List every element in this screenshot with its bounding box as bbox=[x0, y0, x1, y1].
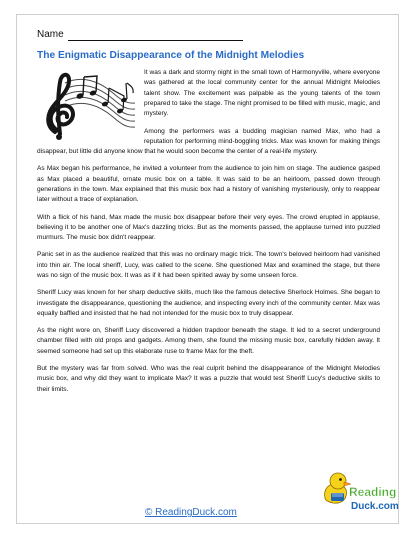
readingduck-link[interactable]: © ReadingDuck.com bbox=[145, 507, 237, 518]
story-paragraph: Sheriff Lucy was known for her sharp deductive skills, much like the famous detective Sherlock Holmes. She began to investigate the disappearance, questioning the audience, and inspecting every inch of the community center. Max was equally baffled and insisted that he had not intended for the music box to truly disappear. bbox=[37, 289, 380, 317]
story-paragraph: Panic set in as the audience realized that this was no ordinary magic trick. The town's beloved heirloom had vanished into thin air. The local sheriff, Lucy, was called to the scene. She questioned Max and examined the stage, but there was no sign of the music box. It was as if it had been spirited away by some unseen force. bbox=[37, 251, 380, 280]
story-body bbox=[37, 68, 380, 402]
reading-duck-logo bbox=[314, 467, 399, 515]
name-label: Name bbox=[37, 29, 64, 40]
story-paragraph: With a flick of his hand, Max made the music box disappear before their very eyes. The crowd erupted in applause, believing it to be another one of Max's dazzling tricks. But as the moments passed, the applause turned into puzzled murmurs. The music box didn't reappear. bbox=[37, 213, 380, 242]
story-paragraph: It was a dark and stormy night in the small town of Harmonyville, where everyone was gathered at the local community center for the annual Midnight Melodies talent show. The excitement was palpable as the young talents of the town prepared to take the stage. The night promised to be filled with music, magic, and mystery. bbox=[144, 69, 380, 118]
treble-clef-music-notes-icon bbox=[37, 69, 138, 142]
story-paragraph: But the mystery was far from solved. Who was the real culprit behind the disappearance of the Midnight Melodies music box, and why did they want to implicate Max? It was a puzzle that would test Sheriff Lucy's deductive skills to their limits. bbox=[37, 364, 380, 393]
name-blank-line bbox=[68, 30, 243, 41]
story-paragraph: Among the performers was a budding magician named Max, who had a reputation for performing mind-boggling tricks. Max was known for making things disappear, but little did anyone know that he would soon become the center of a real-life mystery. bbox=[37, 127, 380, 156]
name-field bbox=[37, 29, 243, 41]
story-title: The Enigmatic Disappearance of the Midnight Melodies bbox=[37, 50, 305, 61]
logo-text-duck: Duck.com bbox=[351, 501, 399, 512]
logo-text-reading: Reading bbox=[349, 485, 397, 499]
worksheet-page bbox=[16, 14, 399, 524]
story-paragraph: As Max began his performance, he invited a volunteer from the audience to join him on stage. The audience gasped as Max placed a beautiful, ornate music box on a table. It was said to be an heirloom, passed down through generations in the town. Max explained that this music box had a history of vanishing mysteriously, only to reappear later without a trace of explanation. bbox=[37, 165, 380, 204]
story-paragraph: As the night wore on, Sheriff Lucy discovered a hidden trapdoor beneath the stage. It led to a secret underground chamber filled with old props and gadgets. Among them, she found the missing music box, carefully hidden away. It seemed someone had set up this elaborate ruse to frame Max for the theft. bbox=[37, 327, 380, 355]
